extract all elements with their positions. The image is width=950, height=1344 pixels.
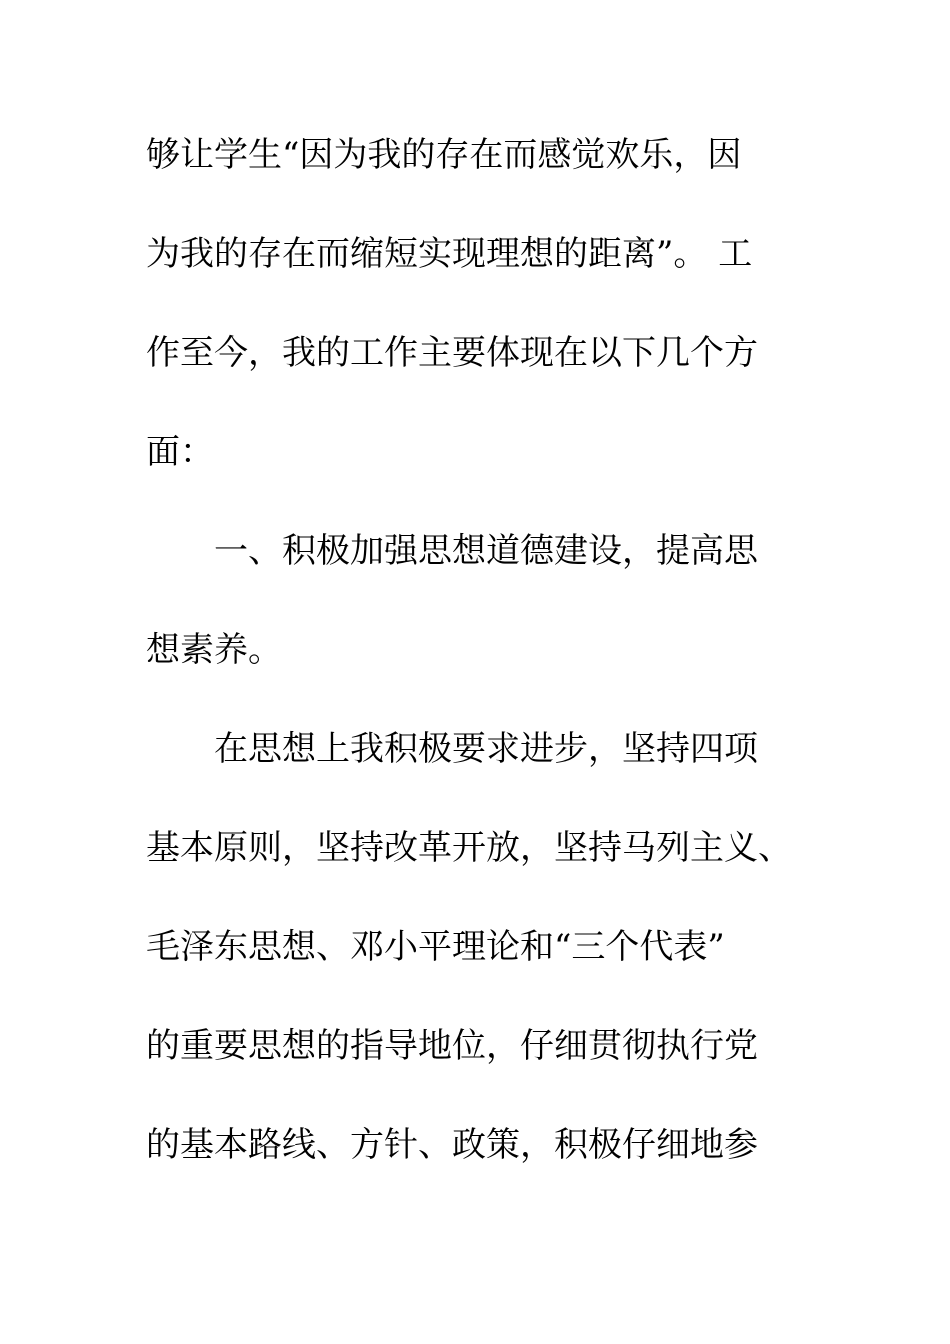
body-text-line: 面： bbox=[146, 432, 214, 472]
section-heading-line: 一、积极加强思想道德建设，提高思 bbox=[214, 531, 758, 571]
body-text-line: 为我的存在而缩短实现理想的距离”。 工 bbox=[146, 234, 753, 274]
body-text-line: 够让学生“因为我的存在而感觉欢乐，因 bbox=[146, 135, 742, 175]
body-text-line: 的基本路线、方针、政策，积极仔细地参 bbox=[146, 1125, 758, 1165]
section-heading-line: 想素养。 bbox=[146, 630, 282, 670]
body-text-line: 的重要思想的指导地位，仔细贯彻执行党 bbox=[146, 1026, 758, 1066]
body-text-line: 基本原则，坚持改革开放，坚持马列主义、 bbox=[146, 828, 792, 868]
body-text-line: 毛泽东思想、邓小平理论和“三个代表” bbox=[146, 927, 725, 967]
body-text-line: 在思想上我积极要求进步，坚持四项 bbox=[214, 729, 758, 769]
body-text-line: 作至今，我的工作主要体现在以下几个方 bbox=[146, 333, 758, 373]
